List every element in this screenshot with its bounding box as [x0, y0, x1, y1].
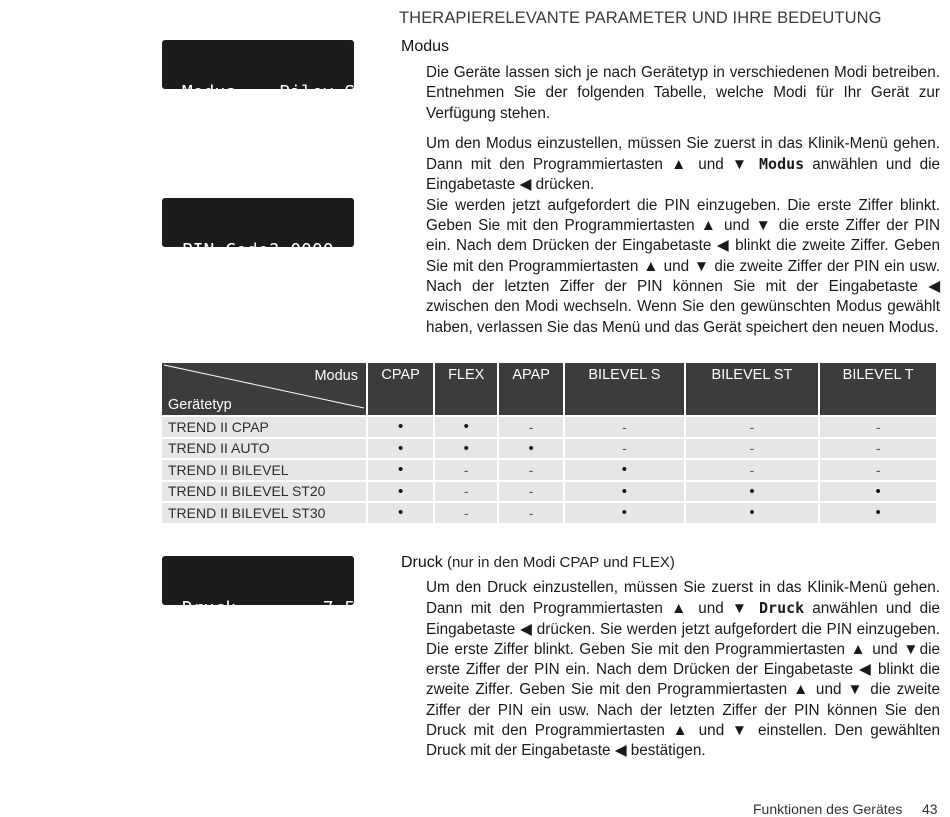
corner-label-geraetetyp: Gerätetyp [168, 397, 232, 413]
mode-unavailable-cell: - [565, 415, 686, 437]
mode-unavailable-cell: - [499, 458, 565, 480]
mode-available-cell: • [820, 501, 936, 523]
mode-unavailable-cell: - [435, 458, 499, 480]
table-row [162, 480, 936, 502]
corner-label-modus: Modus [314, 368, 358, 384]
mode-unavailable-cell: - [686, 458, 821, 480]
mode-available-cell: • [820, 480, 936, 502]
row-device-name: TREND II AUTO [162, 437, 368, 459]
column-header: APAP [499, 363, 565, 415]
mode-unavailable-cell: - [499, 415, 565, 437]
paragraph [426, 134, 940, 196]
mode-available-cell: • [565, 501, 686, 523]
column-header: BILEVEL ST [686, 363, 821, 415]
table-row [162, 415, 936, 437]
table-row [162, 458, 936, 480]
mode-table [162, 363, 936, 523]
text: Um den Modus einzustellen, müssen Sie zuerst in das Klinik-Menü gehen. Dann mit den Programmiertasten ▲ und ▼ [426, 134, 940, 174]
lcd-line: ▸Modus....Bilev ST [171, 82, 367, 103]
mode-available-cell: • [435, 437, 499, 459]
mode-unavailable-cell: - [686, 415, 821, 437]
footer-section-label: Funktionen des Gerätes [753, 801, 903, 817]
druck-title: Druck [401, 554, 443, 571]
row-device-name: TREND II BILEVEL ST20 [162, 480, 368, 502]
mode-available-cell: • [499, 437, 565, 459]
column-header: CPAP [368, 363, 435, 415]
lcd-line: Menü verlassen [171, 658, 334, 679]
display-keyword: Modus [759, 155, 805, 174]
lcd-line: Menü verlassen [171, 300, 334, 321]
table-body [162, 415, 936, 523]
page-number: 43 [922, 801, 938, 817]
mode-available-cell: • [368, 458, 435, 480]
display-keyword: Druck [759, 599, 805, 618]
lcd-line: ▸PIN Code? 0000 [171, 240, 334, 261]
mode-unavailable-cell: - [435, 501, 499, 523]
table-header-row [162, 363, 936, 415]
mode-available-cell: • [368, 480, 435, 502]
row-device-name: TREND II CPAP [162, 415, 368, 437]
mode-unavailable-cell: - [820, 415, 936, 437]
mode-available-cell: • [565, 480, 686, 502]
table-row [162, 437, 936, 459]
mode-available-cell: • [368, 415, 435, 437]
druck-description [426, 578, 940, 762]
lcd-display-pin [162, 198, 354, 321]
row-device-name: TREND II BILEVEL ST30 [162, 501, 368, 523]
mode-available-cell: • [368, 437, 435, 459]
mode-available-cell: • [565, 458, 686, 480]
column-header: BILEVEL S [565, 363, 686, 415]
mode-unavailable-cell: - [820, 437, 936, 459]
table-row [162, 501, 936, 523]
section-title-modus: Modus [401, 38, 450, 55]
mode-unavailable-cell: - [565, 437, 686, 459]
text: anwählen und die Eingabetaste ◀ drücken. [426, 156, 940, 194]
mode-available-cell: • [368, 501, 435, 523]
mode-available-cell: • [435, 415, 499, 437]
mode-unavailable-cell: - [686, 437, 821, 459]
mode-unavailable-cell: - [499, 501, 565, 523]
column-header: BILEVEL T [820, 363, 936, 415]
text: anwählen und die Eingabetaste ◀ drücken. Sie werden jetzt aufgefordert die PIN einzugeben. Die erste Ziffer blinkt. Geben Sie mit den Programmiertasten ▲ und ▼die erste Ziffer der PIN ein. Nach dem Drücken der Eingabetaste ◀ blinkt die zweite Ziffer. Geben Sie mit den Programmiertasten ▲ und ▼ die zweite Ziffer der PIN ein usw. Nach der letzten Ziffer der PIN können Sie den Druck mit den Programmiertasten ▲ und ▼ einstellen. Den gewählten Druck mit der Eingabetaste ◀ bestätigen. [426, 600, 940, 760]
lcd-display-modus [162, 40, 367, 163]
page-header: THERAPIERELEVANTE PARAMETER UND IHRE BEDEUTUNG [399, 9, 882, 27]
mode-unavailable-cell: - [820, 458, 936, 480]
mode-available-cell: • [686, 501, 821, 523]
modus-description [426, 63, 940, 338]
mode-available-cell: • [686, 480, 821, 502]
druck-subtitle: (nur in den Modi CPAP und FLEX) [442, 554, 675, 571]
lcd-line: ▸Druck........7.5hPa [171, 598, 388, 619]
lcd-line: Menü verlassen [171, 142, 334, 163]
mode-unavailable-cell: - [435, 480, 499, 502]
paragraph: Sie werden jetzt aufgefordert die PIN einzugeben. Die erste Ziffer blinkt. Geben Sie mit den Programmiertasten ▲ und ▼ die erste Ziffer der PIN ein. Nach dem Drücken der Eingabetaste ◀ blinkt die zweite Ziffer. Geben Sie mit den Programmiertasten ▲ und ▼ die zweite Ziffer der PIN ein usw. Nach der letzten Ziffer der PIN können Sie mit der Eingabetaste ◀ zwischen den Modi wechseln. Wenn Sie den gewünschten Modus gewählt haben, verlassen Sie das Menü und das Gerät speichert den neuen Modus. [426, 196, 940, 336]
text: Um den Druck einzustellen, müssen Sie zuerst in das Klinik-Menü gehen. Dann mit den Programmiertasten ▲ und ▼ [426, 579, 940, 618]
column-header: FLEX [435, 363, 499, 415]
lcd-display-druck [162, 556, 388, 679]
table-corner-cell [162, 363, 368, 415]
paragraph: Die Geräte lassen sich je nach Gerätetyp in verschiedenen Modi betreiben. Entnehmen Sie der folgenden Tabelle, welche Modi für Ihr Gerät zur Verfügung stehen. [426, 64, 940, 122]
row-device-name: TREND II BILEVEL [162, 458, 368, 480]
section-title-druck [401, 554, 675, 572]
paragraph [426, 578, 940, 762]
mode-unavailable-cell: - [499, 480, 565, 502]
